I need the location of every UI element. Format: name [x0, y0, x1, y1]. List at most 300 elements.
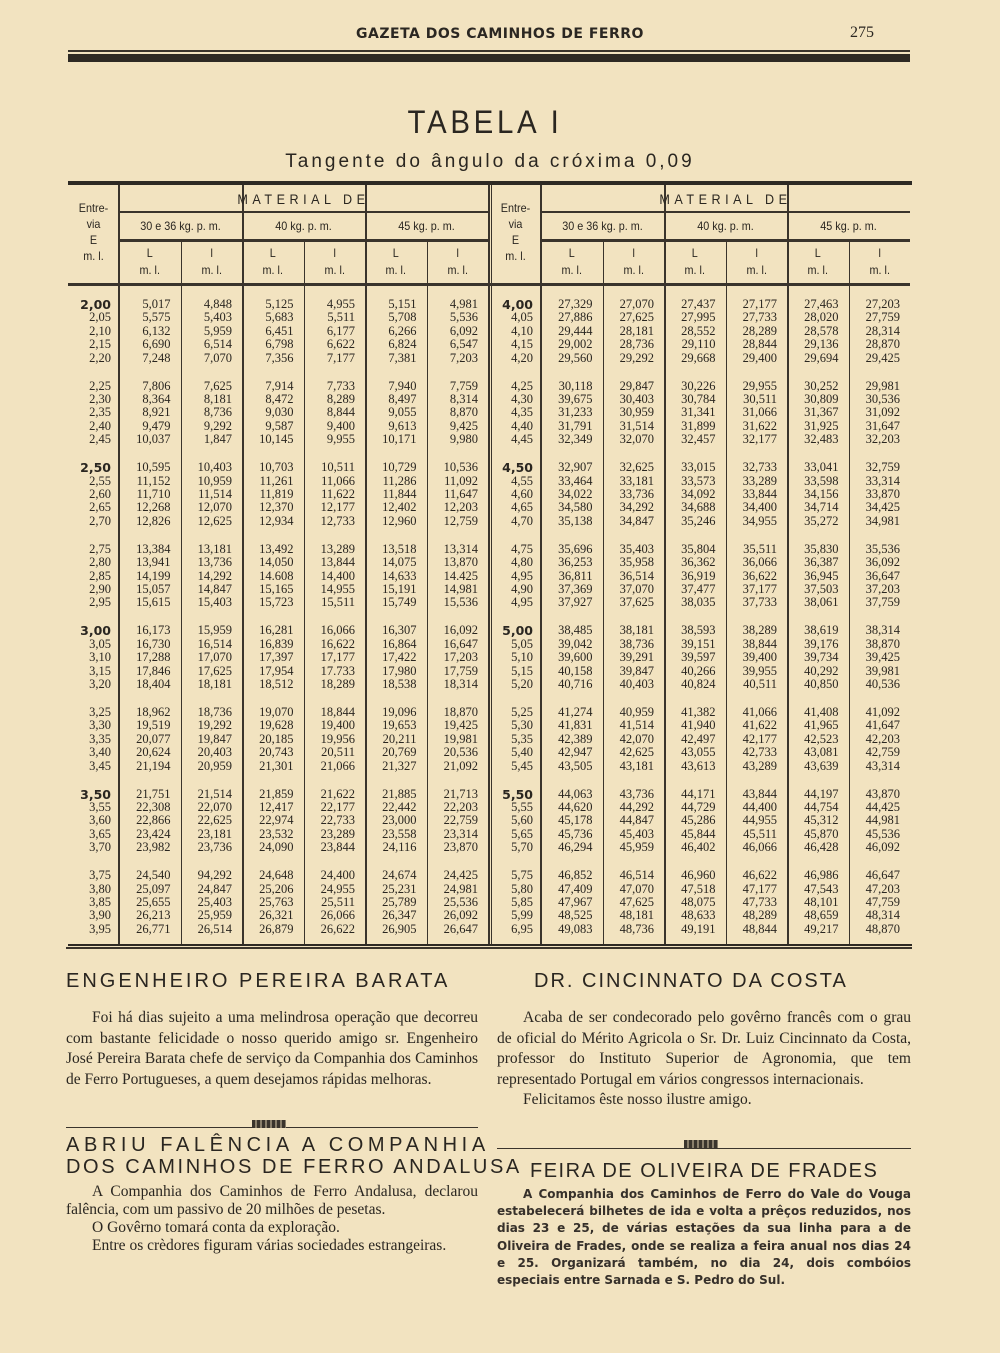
table-cell: 24,648: [259, 868, 294, 883]
table-cell: 19,400: [320, 718, 355, 733]
table-cell: 6,798: [265, 337, 294, 352]
table-cell: 37,625: [619, 595, 654, 610]
table-cell: 21,327: [382, 758, 417, 773]
table-cell: 21,092: [443, 758, 478, 773]
entrevia-value: 2,45: [89, 432, 111, 447]
paragraph: Felicitamos êste nosso ilustre amigo.: [523, 1091, 752, 1108]
table-cell: 17,625: [197, 663, 232, 678]
table-cell: 47,733: [742, 895, 777, 909]
table-cell: 8,472: [265, 392, 294, 406]
entrevia-value: 5,50: [502, 786, 533, 802]
table-cell: 5,575: [142, 310, 171, 325]
table-cell: 41,274: [558, 705, 593, 719]
table-cell: 26,622: [320, 921, 355, 936]
table-cell: 14,292: [197, 568, 232, 583]
table-cell: 39,981: [865, 663, 900, 678]
entrevia-value: 3,20: [89, 677, 111, 691]
table-cell: 29,002: [558, 337, 593, 352]
table-cell: 33,041: [804, 460, 839, 475]
entrevia-value: 2,90: [89, 582, 111, 596]
table-cell: 16,066: [320, 623, 355, 638]
table-cell: 32,177: [742, 432, 777, 447]
table-cell: 13,314: [443, 541, 478, 556]
table-cell: 46,986: [804, 868, 839, 883]
table-cell: 23,844: [320, 840, 355, 855]
table-cell: 36,945: [804, 568, 839, 583]
table-cell: 21,713: [443, 786, 478, 801]
material-label: MATERIAL DE: [659, 191, 792, 207]
table-cell: 19,292: [197, 718, 232, 733]
table-cell: 24,090: [259, 840, 294, 855]
table-subtitle: Tangente do ângulo da cróxima 0,09: [285, 151, 695, 172]
table-cell: 9,292: [203, 418, 232, 433]
table-cell: 36,253: [558, 555, 593, 570]
entrevia-value: 5,45: [511, 758, 533, 773]
table-cell: 30,809: [804, 392, 839, 406]
entrevia-value: 3,30: [89, 718, 111, 733]
table-cell: 17,070: [197, 650, 232, 665]
unit-label: m. l.: [447, 263, 468, 277]
table-cell: 31,233: [558, 405, 593, 420]
entrevia-value: 5,30: [511, 718, 533, 733]
table-cell: 23,289: [320, 826, 355, 841]
header-rule: [541, 239, 910, 242]
table-cell: 34,292: [619, 500, 654, 515]
table-cell: 22,759: [443, 813, 478, 828]
table-cell: 20,769: [382, 745, 417, 760]
table-cell: 24,955: [320, 881, 355, 896]
table-cell: 27,203: [865, 297, 900, 311]
header-rule: [119, 239, 488, 242]
table-cell: 28,578: [804, 323, 839, 338]
entrevia-value: 4,00: [502, 297, 533, 312]
table-cell: 25,511: [321, 895, 355, 909]
entrevia-value: 5,35: [511, 731, 533, 746]
table-cell: 12,960: [382, 513, 417, 528]
table-cell: 18,844: [320, 705, 355, 719]
table-cell: 6,622: [326, 337, 355, 352]
table-cell: 12,759: [443, 513, 478, 528]
entrevia-value: 4,10: [511, 323, 533, 338]
table-cell: 17,954: [259, 663, 294, 678]
entrevia-value: 4,55: [511, 473, 533, 488]
table-cell: 27,463: [804, 297, 839, 311]
sub-column-label: l: [210, 246, 213, 260]
entrevia-value: 4,65: [511, 500, 533, 515]
table-cell: 26,213: [136, 908, 171, 923]
table-cell: 43,505: [558, 758, 593, 773]
table-cell: 44,981: [865, 813, 900, 828]
entrevia-value: 2,15: [89, 337, 111, 352]
entrevia-value: 5,00: [502, 623, 533, 639]
table-cell: 21,751: [136, 786, 171, 801]
table-cell: 15,191: [382, 582, 417, 596]
table-cell: 32,483: [804, 432, 839, 447]
table-cell: 11,844: [382, 487, 417, 501]
table-cell: 45,511: [743, 826, 777, 841]
table-cell: 31,925: [804, 418, 839, 433]
unit-label: m. l.: [201, 263, 222, 277]
table-cell: 39,042: [558, 636, 593, 651]
table-cell: 17,759: [443, 663, 478, 678]
table-cell: 26,514: [197, 921, 232, 936]
table-cell: 29,444: [558, 323, 593, 338]
table-cell: 13,736: [197, 555, 232, 570]
table-cell: 14,400: [320, 568, 355, 583]
table-cell: 11,286: [382, 473, 417, 488]
table-cell: 5,403: [203, 310, 232, 325]
paragraph: Entre os crèdores figuram várias sociedades estrangeiras.: [92, 1237, 447, 1254]
table-cell: 37,759: [865, 595, 900, 610]
header-rule: [490, 283, 910, 286]
header-rule: [541, 211, 910, 213]
table-cell: 34,688: [681, 500, 716, 515]
table-cell: 37,733: [742, 595, 777, 610]
table-cell: 5,683: [265, 310, 294, 325]
table-cell: 17,422: [382, 650, 417, 665]
table-cell: 31,791: [558, 418, 593, 433]
table-cell: 35,246: [681, 513, 716, 528]
table-cell: 47,518: [681, 881, 716, 896]
table-cell: 37,070: [619, 582, 654, 596]
table-cell: 43,870: [865, 786, 900, 801]
table-cell: 44,955: [742, 813, 777, 828]
table-cell: 18,314: [443, 677, 478, 691]
table-cell: 6,547: [449, 337, 478, 352]
table-cell: 19,425: [443, 718, 478, 733]
table-cell: 6,266: [388, 323, 417, 338]
table-cell: 37,369: [558, 582, 593, 596]
table-cell: 28,181: [619, 323, 654, 338]
table-cell: 46,852: [558, 868, 593, 883]
table-cell: 19,628: [259, 718, 294, 733]
table-cell: 7,177: [326, 350, 355, 365]
table-cell: 7,625: [203, 378, 232, 393]
entrevia-value: 4,60: [511, 487, 533, 501]
table-cell: 39,151: [681, 636, 716, 651]
table-cell: 20,077: [136, 731, 171, 746]
entrevia-value: 4,05: [511, 310, 533, 325]
table-cell: 15,536: [443, 595, 478, 610]
table-cell: 13,384: [136, 541, 171, 556]
table-cell: 20,743: [259, 745, 294, 760]
table-cell: 10,511: [321, 460, 355, 475]
table-cell: 6,132: [142, 323, 171, 338]
table-cell: 24,400: [320, 868, 355, 883]
entrevia-value: 3,85: [89, 895, 111, 909]
table-cell: 7,248: [142, 350, 171, 365]
entrevia-value: 2,75: [89, 541, 111, 556]
table-cell: 24,540: [136, 868, 171, 883]
table-cell: 46,066: [742, 840, 777, 855]
unit-label: m. l.: [324, 263, 345, 277]
table-cell: 29,955: [742, 378, 777, 393]
table-cell: 20,511: [321, 745, 355, 760]
entrevia-value: 5,85: [511, 895, 533, 909]
section-divider: [66, 947, 912, 949]
table-cell: 23,314: [443, 826, 478, 841]
sub-column-label: L: [691, 246, 698, 260]
table-cell: 15,165: [259, 582, 294, 596]
table-cell: 41,092: [865, 705, 900, 719]
sub-column-label: L: [568, 246, 575, 260]
table-cell: 8,181: [203, 392, 232, 406]
entrevia-value: 4,40: [511, 418, 533, 433]
table-cell: 5,125: [265, 297, 294, 311]
table-cell: 6,451: [265, 323, 294, 338]
table-cell: 34,847: [619, 513, 654, 528]
table-cell: 22,070: [197, 800, 232, 814]
article-title-feira: FEIRA DE OLIVEIRA DE FRADES: [530, 1160, 879, 1182]
entrevia-value: 3,10: [89, 650, 111, 665]
table-cell: 22,974: [259, 813, 294, 828]
table-cell: 7,914: [265, 378, 294, 393]
entrevia-value: 2,25: [89, 378, 111, 393]
table-cell: 9,055: [388, 405, 417, 420]
entrevia-value: 2,20: [89, 350, 111, 365]
table-cell: 41,965: [804, 718, 839, 733]
entrevia-value: 2,00: [80, 297, 111, 312]
table-cell: 29,668: [681, 350, 716, 365]
table-cell: 37,177: [742, 582, 777, 596]
table-cell: 16,092: [443, 623, 478, 638]
entrevia-value: 5,75: [511, 868, 533, 883]
table-cell: 19,519: [136, 718, 171, 733]
table-cell: 13,518: [382, 541, 417, 556]
entrevia-value: 2,65: [89, 500, 111, 515]
unit-label: m. l.: [684, 263, 705, 277]
table-cell: 25,763: [259, 895, 294, 909]
table-title: TABELA I: [407, 104, 563, 140]
table-cell: 8,364: [142, 392, 171, 406]
table-cell: 30,511: [743, 392, 777, 406]
table-cell: 33,015: [681, 460, 716, 475]
table-cell: 47,177: [742, 881, 777, 896]
table-cell: 48,736: [619, 921, 654, 936]
publication-header: GAZETA DOS CAMINHOS DE FERRO: [356, 26, 644, 42]
table-cell: 36,387: [804, 555, 839, 570]
table-cell: 27,733: [742, 310, 777, 325]
table-cell: 12,070: [197, 500, 232, 515]
table-cell: 43,639: [804, 758, 839, 773]
table-cell: 48,633: [681, 908, 716, 923]
table-cell: 14,199: [136, 568, 171, 583]
table-cell: 9,400: [326, 418, 355, 433]
article-body-andalusa: [66, 1183, 478, 1255]
table-cell: 42,177: [742, 731, 777, 746]
table-cell: 25,206: [259, 881, 294, 896]
material-label: MATERIAL DE: [237, 191, 370, 207]
table-cell: 22,733: [320, 813, 355, 828]
table-cell: 33,573: [681, 473, 716, 488]
paragraph: A Companhia dos Caminhos de Ferro do Vale do Vouga estabelecerá bilhetes de ida e volta a prêços reduzidos, nos dias 23 e 25, de várias estações da sua linha para a de Oliveira de Frades, onde se realiza a feira anual nos dias 24 e 25. Organizará também, no dia 24, dois combóios especiais entre Sarnada e S. Pedro do Sul.: [497, 1187, 911, 1288]
table-cell: 45,959: [619, 840, 654, 855]
unit-label: m. l.: [869, 263, 890, 277]
table-cell: 22,177: [320, 800, 355, 814]
table-cell: 29,425: [865, 350, 900, 365]
unit-label: m. l.: [746, 263, 767, 277]
entrevia-value: 5,55: [511, 800, 533, 814]
table-cell: 46,622: [742, 868, 777, 883]
train-ornament-icon: [684, 1140, 718, 1148]
table-cell: 8,289: [326, 392, 355, 406]
table-cell: 18,404: [136, 677, 171, 691]
table-cell: 39,734: [804, 650, 839, 665]
table-cell: 49,191: [681, 921, 716, 936]
table-cell: 19,070: [259, 705, 294, 719]
entrevia-value: 2,30: [89, 392, 111, 406]
table-cell: 36,647: [865, 568, 900, 583]
table-cell: 25,655: [136, 895, 171, 909]
table-cell: 9,425: [449, 418, 478, 433]
table-cell: 5,151: [388, 297, 417, 311]
article-body-barata: [66, 1008, 478, 1090]
table-cell: 9,980: [449, 432, 478, 447]
table-cell: 45,870: [804, 826, 839, 841]
entrevia-value: 3,45: [89, 758, 111, 773]
entrevia-value: 4,30: [511, 392, 533, 406]
table-cell: 35,696: [558, 541, 593, 556]
sub-column-label: L: [392, 246, 399, 260]
table-cell: 29,981: [865, 378, 900, 393]
table-cell: 37,477: [681, 582, 716, 596]
table-cell: 27,329: [558, 297, 593, 311]
table-cell: 25,959: [197, 908, 232, 923]
table-cell: 30,536: [865, 392, 900, 406]
table-right-half: [490, 185, 910, 944]
table-cell: 36,066: [742, 555, 777, 570]
table-cell: 44,063: [558, 786, 593, 801]
table-cell: 28,552: [681, 323, 716, 338]
table-cell: 21,885: [382, 786, 417, 801]
table-cell: 44,754: [804, 800, 839, 814]
table-cell: 39,176: [804, 636, 839, 651]
entrevia-value: 5,15: [511, 663, 533, 678]
table-cell: 5,017: [142, 297, 171, 311]
table-cell: 23,736: [197, 840, 232, 855]
entrevia-label: E: [89, 233, 98, 247]
table-cell: 21,859: [259, 786, 294, 801]
table-cell: 34,580: [558, 500, 593, 515]
table-cell: 48,289: [742, 908, 777, 923]
table-cell: 48,075: [681, 895, 716, 909]
table-cell: 38,485: [558, 623, 593, 638]
table-cell: 11,710: [136, 487, 171, 501]
table-cell: 28,289: [742, 323, 777, 338]
article-title-andalusa-line1: ABRIU FALÊNCIA A COMPANHIA: [66, 1134, 490, 1156]
table-cell: 36,811: [558, 568, 593, 583]
page-number: 275: [850, 24, 874, 41]
table-cell: 11,647: [444, 487, 478, 501]
table-cell: 22,203: [443, 800, 478, 814]
table-cell: 37,503: [804, 582, 839, 596]
sub-column-label: L: [146, 246, 153, 260]
table-cell: 31,092: [865, 405, 900, 420]
entrevia-value: 2,85: [89, 568, 111, 583]
table-cell: 26,092: [443, 908, 478, 923]
table-cell: 19,653: [382, 718, 417, 733]
table-cell: 12,370: [259, 500, 294, 515]
table-cell: 39,291: [619, 650, 654, 665]
table-cell: 13,492: [259, 541, 294, 556]
table-cell: 28,844: [742, 337, 777, 352]
table-cell: 27,886: [558, 310, 593, 325]
table-cell: 45,178: [558, 813, 593, 828]
table-cell: 32,907: [558, 460, 593, 475]
table-cell: 4,981: [449, 297, 478, 311]
table-cell: 44,425: [865, 800, 900, 814]
entrevia-value: 4,20: [511, 350, 533, 365]
table-cell: 9,479: [142, 418, 171, 433]
table-cell: 31,899: [681, 418, 716, 433]
entrevia-value: 2,60: [89, 487, 111, 501]
table-cell: 31,514: [619, 418, 654, 433]
entrevia-value: 2,40: [89, 418, 111, 433]
table-cell: 47,759: [865, 895, 900, 909]
table-cell: 25,403: [197, 895, 232, 909]
table-cell: 13,870: [443, 555, 478, 570]
entrevia-value: 2,80: [89, 555, 111, 570]
table-cell: 27,995: [681, 310, 716, 325]
table-cell: 5,511: [327, 310, 355, 325]
table-cell: 35,804: [681, 541, 716, 556]
table-cell: 38,289: [742, 623, 777, 638]
table-cell: 14,633: [382, 568, 417, 583]
table-cell: 32,733: [742, 460, 777, 475]
table-cell: 30,959: [619, 405, 654, 420]
table-cell: 44,171: [681, 786, 716, 801]
table-cell: 48,525: [558, 908, 593, 923]
separator-line: [497, 1148, 911, 1149]
table-cell: 6,514: [203, 337, 232, 352]
table-cell: 43,314: [865, 758, 900, 773]
table-cell: 36,514: [619, 568, 654, 583]
table-cell: 7,940: [388, 378, 417, 393]
entrevia-value: 3,60: [89, 813, 111, 828]
entrevia-value: 2,35: [89, 405, 111, 420]
table-cell: 25,097: [136, 881, 171, 896]
weight-label: 30 e 36 kg. p. m.: [140, 219, 221, 233]
entrevia-value: 5,80: [511, 881, 533, 896]
table-cell: 28,314: [865, 323, 900, 338]
table-cell: 6,177: [326, 323, 355, 338]
entrevia-value: 4,35: [511, 405, 533, 420]
table-cell: 4,848: [203, 297, 232, 311]
table-cell: 41,066: [742, 705, 777, 719]
table-cell: 14,050: [259, 555, 294, 570]
table-cell: 19,981: [443, 731, 478, 746]
table-cell: 14,847: [197, 582, 232, 596]
table-cell: 42,389: [558, 731, 593, 746]
weight-label: 30 e 36 kg. p. m.: [562, 219, 643, 233]
entrevia-value: 4,50: [502, 460, 533, 476]
table-cell: 26,879: [259, 921, 294, 936]
table-cell: 7,356: [265, 350, 294, 365]
table-cell: 21,194: [136, 758, 171, 773]
sub-column-label: l: [878, 246, 881, 260]
table-cell: 6,690: [142, 337, 171, 352]
table-cell: 38,619: [804, 623, 839, 638]
table-cell: 21,514: [197, 786, 232, 801]
table-cell: 12,417: [259, 800, 294, 814]
table-cell: 42,733: [742, 745, 777, 760]
table-cell: 8,921: [142, 405, 171, 420]
table-cell: 48,870: [865, 921, 900, 936]
table-cell: 31,341: [681, 405, 716, 420]
sub-column-label: l: [456, 246, 459, 260]
table-cell: 20,624: [136, 745, 171, 760]
table-cell: 23,000: [382, 813, 417, 828]
